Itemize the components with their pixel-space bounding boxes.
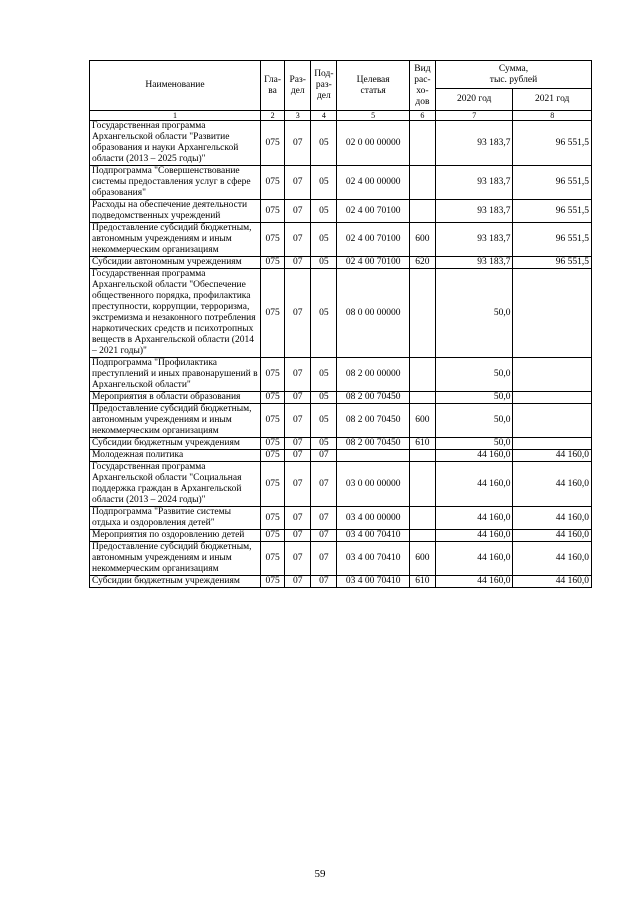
row-name: Подпрограмма "Профилактика преступлений и иных правонарушений в Архангельской области" — [90, 358, 261, 392]
row-section: 07 — [285, 576, 311, 588]
row-target-article: 03 4 00 70410 — [337, 576, 409, 588]
column-number: 7 — [436, 111, 513, 121]
row-section: 07 — [285, 358, 311, 392]
row-sum-2020: 93 183,7 — [436, 121, 513, 166]
row-sum-2020: 44 160,0 — [436, 462, 513, 507]
row-expense-type — [409, 269, 435, 358]
header-expense-type: Вид рас- хо- дов — [409, 61, 435, 111]
row-subsection: 05 — [311, 223, 337, 257]
row-target-article: 02 0 00 00000 — [337, 121, 409, 166]
row-name: Предоставление субсидий бюджетным, автономным учреждениям и иным некоммерческим организациям — [90, 223, 261, 257]
row-sum-2021: 96 551,5 — [513, 200, 592, 223]
table-row — [90, 404, 592, 438]
row-chapter: 075 — [261, 530, 285, 542]
table-row — [90, 269, 592, 358]
row-expense-type: 610 — [409, 438, 435, 450]
row-chapter: 075 — [261, 257, 285, 269]
row-expense-type: 620 — [409, 257, 435, 269]
row-sum-2021: 96 551,5 — [513, 121, 592, 166]
table-row — [90, 576, 592, 588]
row-expense-type — [409, 450, 435, 462]
row-section: 07 — [285, 200, 311, 223]
header-target-article: Целевая статья — [337, 61, 409, 111]
row-target-article: 03 0 00 00000 — [337, 462, 409, 507]
row-subsection: 05 — [311, 438, 337, 450]
row-expense-type: 600 — [409, 223, 435, 257]
row-subsection: 05 — [311, 257, 337, 269]
row-target-article: 02 4 00 70100 — [337, 257, 409, 269]
row-sum-2021: 96 551,5 — [513, 166, 592, 200]
row-target-article: 08 2 00 70450 — [337, 404, 409, 438]
row-sum-2021: 44 160,0 — [513, 462, 592, 507]
row-subsection: 05 — [311, 358, 337, 392]
row-name: Субсидии бюджетным учреждениям — [90, 576, 261, 588]
row-subsection: 05 — [311, 166, 337, 200]
row-subsection: 07 — [311, 462, 337, 507]
table-row — [90, 530, 592, 542]
row-section: 07 — [285, 507, 311, 530]
row-chapter: 075 — [261, 438, 285, 450]
row-subsection: 07 — [311, 450, 337, 462]
row-section: 07 — [285, 257, 311, 269]
row-target-article: 02 4 00 00000 — [337, 166, 409, 200]
row-expense-type — [409, 530, 435, 542]
column-number: 8 — [513, 111, 592, 121]
row-subsection: 05 — [311, 121, 337, 166]
row-subsection: 05 — [311, 200, 337, 223]
row-section: 07 — [285, 530, 311, 542]
header-section: Раз- дел — [285, 61, 311, 111]
row-expense-type: 610 — [409, 576, 435, 588]
header-sum: Сумма, тыс. рублей — [436, 61, 592, 89]
row-sum-2020: 44 160,0 — [436, 507, 513, 530]
row-name: Предоставление субсидий бюджетным, автономным учреждениям и иным некоммерческим организациям — [90, 542, 261, 576]
budget-table — [89, 60, 592, 588]
row-subsection: 07 — [311, 507, 337, 530]
page-number: 59 — [314, 868, 326, 880]
row-sum-2020: 44 160,0 — [436, 530, 513, 542]
row-sum-2020: 50,0 — [436, 404, 513, 438]
row-sum-2021: 44 160,0 — [513, 530, 592, 542]
row-section: 07 — [285, 121, 311, 166]
row-target-article: 03 4 00 00000 — [337, 507, 409, 530]
row-subsection: 05 — [311, 404, 337, 438]
row-target-article: 08 2 00 00000 — [337, 358, 409, 392]
row-name: Молодежная политика — [90, 450, 261, 462]
row-expense-type — [409, 392, 435, 404]
row-name: Мероприятия по оздоровлению детей — [90, 530, 261, 542]
column-number: 5 — [337, 111, 409, 121]
column-number: 3 — [285, 111, 311, 121]
column-number: 2 — [261, 111, 285, 121]
row-section: 07 — [285, 462, 311, 507]
row-chapter: 075 — [261, 200, 285, 223]
row-sum-2020: 44 160,0 — [436, 576, 513, 588]
row-target-article: 08 2 00 70450 — [337, 392, 409, 404]
row-section: 07 — [285, 269, 311, 358]
table-row — [90, 166, 592, 200]
table-row — [90, 121, 592, 166]
row-chapter: 075 — [261, 166, 285, 200]
row-chapter: 075 — [261, 576, 285, 588]
table-row — [90, 392, 592, 404]
row-sum-2020: 50,0 — [436, 358, 513, 392]
table-row — [90, 462, 592, 507]
row-target-article: 08 2 00 70450 — [337, 438, 409, 450]
column-number: 6 — [409, 111, 435, 121]
row-sum-2021: 44 160,0 — [513, 576, 592, 588]
row-section: 07 — [285, 404, 311, 438]
row-subsection: 05 — [311, 392, 337, 404]
row-name: Государственная программа Архангельской области "Социальная поддержка граждан в Архангельской области (2013 – 2024 годы)" — [90, 462, 261, 507]
row-name: Государственная программа Архангельской области "Обеспечение общественного порядка, профилактика преступности, коррупции, терроризма, экстремизма и незаконного потребления наркотических средств и психотропных веществ в Архангельской области (2014 – 2021 годы)" — [90, 269, 261, 358]
row-subsection: 07 — [311, 542, 337, 576]
row-sum-2020: 93 183,7 — [436, 257, 513, 269]
header-subsection: Под- раз- дел — [311, 61, 337, 111]
row-chapter: 075 — [261, 358, 285, 392]
header-name: Наименование — [90, 61, 261, 111]
table-row — [90, 200, 592, 223]
table-row — [90, 223, 592, 257]
row-name: Подпрограмма "Развитие системы отдыха и оздоровления детей" — [90, 507, 261, 530]
row-section: 07 — [285, 450, 311, 462]
row-chapter: 075 — [261, 392, 285, 404]
row-name: Мероприятия в области образования — [90, 392, 261, 404]
row-sum-2021: 44 160,0 — [513, 450, 592, 462]
row-chapter: 075 — [261, 269, 285, 358]
row-chapter: 075 — [261, 462, 285, 507]
row-sum-2020: 93 183,7 — [436, 223, 513, 257]
row-sum-2020: 93 183,7 — [436, 166, 513, 200]
row-target-article: 08 0 00 00000 — [337, 269, 409, 358]
table-row — [90, 542, 592, 576]
column-number: 4 — [311, 111, 337, 121]
row-section: 07 — [285, 166, 311, 200]
row-expense-type — [409, 358, 435, 392]
row-name: Предоставление субсидий бюджетным, автономным учреждениям и иным некоммерческим организациям — [90, 404, 261, 438]
row-chapter: 075 — [261, 542, 285, 576]
row-expense-type — [409, 166, 435, 200]
row-sum-2021 — [513, 358, 592, 392]
row-name: Государственная программа Архангельской области "Развитие образования и науки Архангельской области (2013 – 2025 годы)" — [90, 121, 261, 166]
row-sum-2020: 93 183,7 — [436, 200, 513, 223]
row-section: 07 — [285, 223, 311, 257]
row-sum-2021 — [513, 404, 592, 438]
table-row — [90, 257, 592, 269]
row-expense-type — [409, 200, 435, 223]
row-subsection: 07 — [311, 530, 337, 542]
header-year-2021: 2021 год — [513, 89, 592, 111]
row-target-article — [337, 450, 409, 462]
row-chapter: 075 — [261, 223, 285, 257]
row-sum-2021 — [513, 269, 592, 358]
table-body — [90, 121, 592, 588]
row-expense-type — [409, 507, 435, 530]
row-name: Расходы на обеспечение деятельности подведомственных учреждений — [90, 200, 261, 223]
row-name: Субсидии автономным учреждениям — [90, 257, 261, 269]
row-sum-2021 — [513, 392, 592, 404]
row-sum-2020: 50,0 — [436, 438, 513, 450]
row-target-article: 02 4 00 70100 — [337, 223, 409, 257]
row-subsection: 05 — [311, 269, 337, 358]
row-sum-2021: 44 160,0 — [513, 507, 592, 530]
row-chapter: 075 — [261, 121, 285, 166]
row-target-article: 03 4 00 70410 — [337, 542, 409, 576]
row-sum-2021: 44 160,0 — [513, 542, 592, 576]
row-section: 07 — [285, 392, 311, 404]
table-row — [90, 507, 592, 530]
row-chapter: 075 — [261, 507, 285, 530]
row-chapter: 075 — [261, 404, 285, 438]
row-target-article: 03 4 00 70410 — [337, 530, 409, 542]
row-section: 07 — [285, 542, 311, 576]
header-year-2020: 2020 год — [436, 89, 513, 111]
header-chapter: Гла- ва — [261, 61, 285, 111]
row-expense-type: 600 — [409, 404, 435, 438]
row-sum-2020: 44 160,0 — [436, 542, 513, 576]
table-row — [90, 450, 592, 462]
row-subsection: 07 — [311, 576, 337, 588]
row-sum-2021 — [513, 438, 592, 450]
row-chapter: 075 — [261, 450, 285, 462]
column-numbers-row — [90, 111, 592, 121]
row-sum-2021: 96 551,5 — [513, 223, 592, 257]
row-sum-2020: 50,0 — [436, 269, 513, 358]
table-row — [90, 358, 592, 392]
row-sum-2021: 96 551,5 — [513, 257, 592, 269]
column-number: 1 — [90, 111, 261, 121]
row-target-article: 02 4 00 70100 — [337, 200, 409, 223]
row-section: 07 — [285, 438, 311, 450]
row-sum-2020: 50,0 — [436, 392, 513, 404]
row-name: Субсидии бюджетным учреждениям — [90, 438, 261, 450]
row-expense-type — [409, 121, 435, 166]
row-expense-type: 600 — [409, 542, 435, 576]
table-row — [90, 438, 592, 450]
row-name: Подпрограмма "Совершенствование системы предоставления услуг в сфере образования" — [90, 166, 261, 200]
row-expense-type — [409, 462, 435, 507]
row-sum-2020: 44 160,0 — [436, 450, 513, 462]
